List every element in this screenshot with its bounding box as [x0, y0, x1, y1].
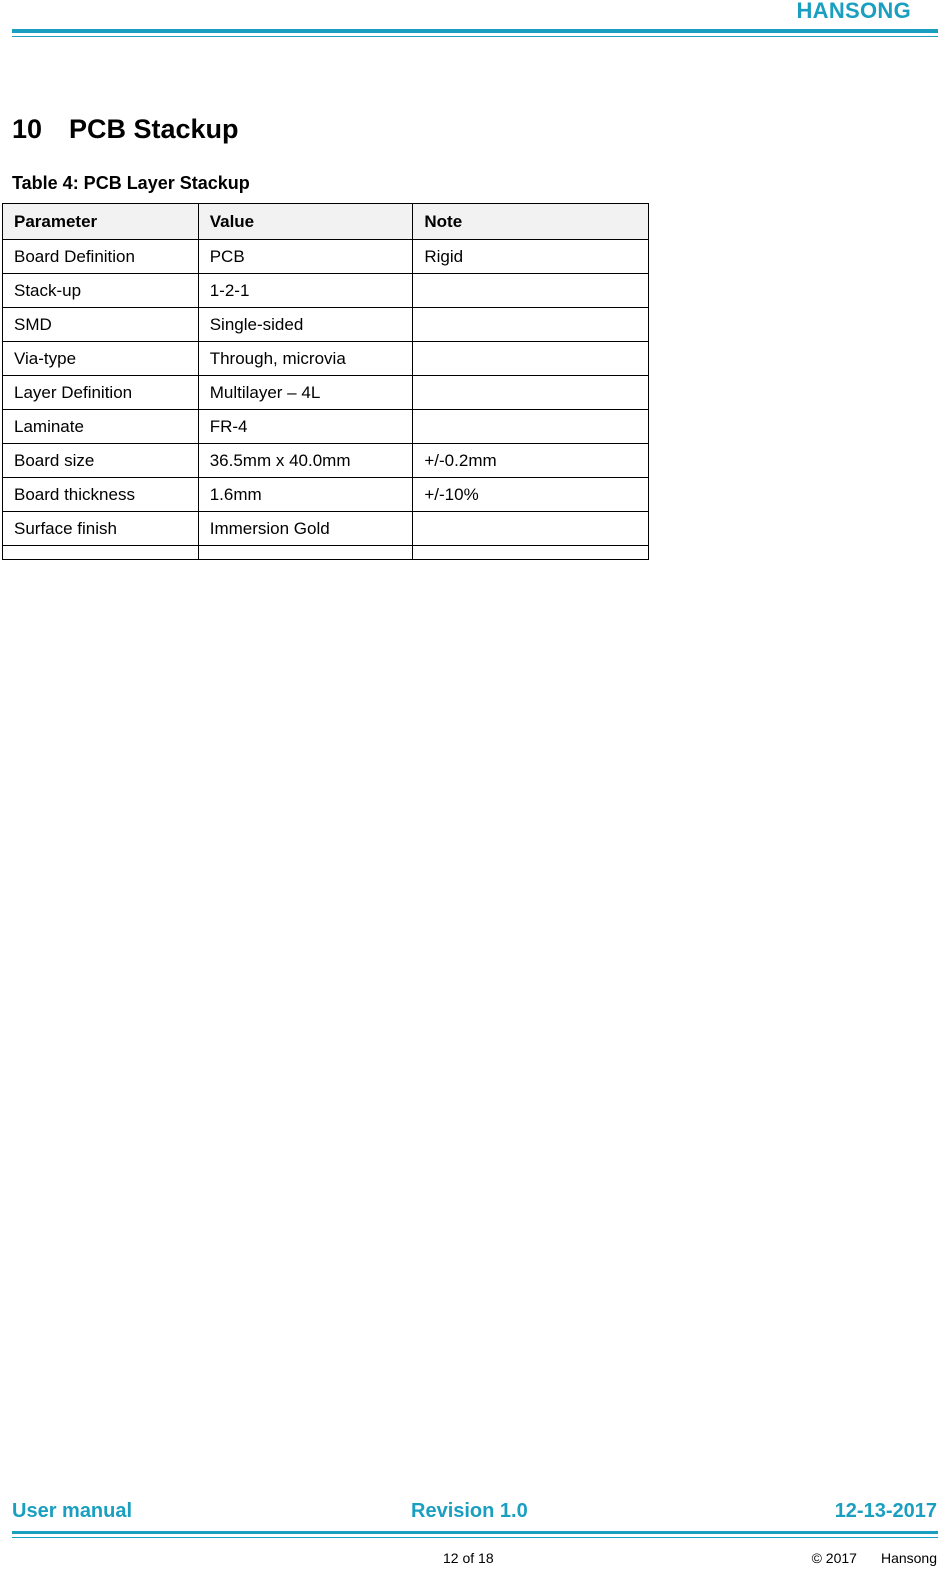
brand-logo-text: HANSONG — [796, 0, 911, 23]
cell-note — [413, 546, 649, 560]
column-header-note: Note — [413, 204, 649, 240]
section-title-text: PCB Stackup — [69, 114, 239, 144]
footer-date: 12-13-2017 — [834, 1500, 937, 1522]
cell-parameter: SMD — [3, 308, 199, 342]
cell-value: Multilayer – 4L — [198, 376, 413, 410]
footer-revision: Revision 1.0 — [411, 1500, 528, 1522]
cell-parameter: Board size — [3, 444, 199, 478]
cell-note — [413, 512, 649, 546]
section-title — [12, 114, 239, 145]
cell-value: Single-sided — [198, 308, 413, 342]
column-header-parameter: Parameter — [3, 204, 199, 240]
copyright-company: Hansong — [880, 1550, 937, 1566]
footer-rule-thin — [12, 1537, 938, 1538]
cell-parameter: Laminate — [3, 410, 199, 444]
pcb-stackup-table — [2, 203, 649, 560]
header-rule-thin — [12, 36, 938, 37]
cell-parameter: Stack-up — [3, 274, 199, 308]
footer-rule — [12, 1531, 938, 1534]
cell-parameter: Layer Definition — [3, 376, 199, 410]
table-row — [3, 240, 649, 274]
page-number: 12 of 18 — [443, 1550, 494, 1566]
table-row — [3, 342, 649, 376]
cell-note: +/-10% — [413, 478, 649, 512]
cell-note: Rigid — [413, 240, 649, 274]
cell-note — [413, 376, 649, 410]
cell-value: 1.6mm — [198, 478, 413, 512]
column-header-value: Value — [198, 204, 413, 240]
table-row — [3, 376, 649, 410]
copyright-year: © 2017 — [811, 1550, 857, 1566]
cell-value: Immersion Gold — [198, 512, 413, 546]
cell-value — [198, 546, 413, 560]
header-rule — [12, 29, 938, 33]
cell-value: Through, microvia — [198, 342, 413, 376]
table-header-row — [3, 204, 649, 240]
cell-note — [413, 342, 649, 376]
footer-copyright — [812, 1550, 937, 1566]
table-row — [3, 410, 649, 444]
cell-note — [413, 274, 649, 308]
table-row — [3, 274, 649, 308]
cell-parameter: Board thickness — [3, 478, 199, 512]
table-caption: Table 4: PCB Layer Stackup — [12, 173, 250, 193]
cell-value: 36.5mm x 40.0mm — [198, 444, 413, 478]
cell-note — [413, 410, 649, 444]
cell-parameter: Board Definition — [3, 240, 199, 274]
cell-parameter — [3, 546, 199, 560]
section-number: 10 — [12, 114, 43, 144]
cell-value: FR-4 — [198, 410, 413, 444]
cell-parameter: Surface finish — [3, 512, 199, 546]
table-row — [3, 512, 649, 546]
table-row-empty — [3, 546, 649, 560]
footer-doc-type: User manual — [12, 1500, 133, 1522]
cell-value: 1-2-1 — [198, 274, 413, 308]
table-row — [3, 444, 649, 478]
cell-note — [413, 308, 649, 342]
cell-note: +/-0.2mm — [413, 444, 649, 478]
cell-parameter: Via-type — [3, 342, 199, 376]
cell-value: PCB — [198, 240, 413, 274]
table-row — [3, 478, 649, 512]
table-row — [3, 308, 649, 342]
